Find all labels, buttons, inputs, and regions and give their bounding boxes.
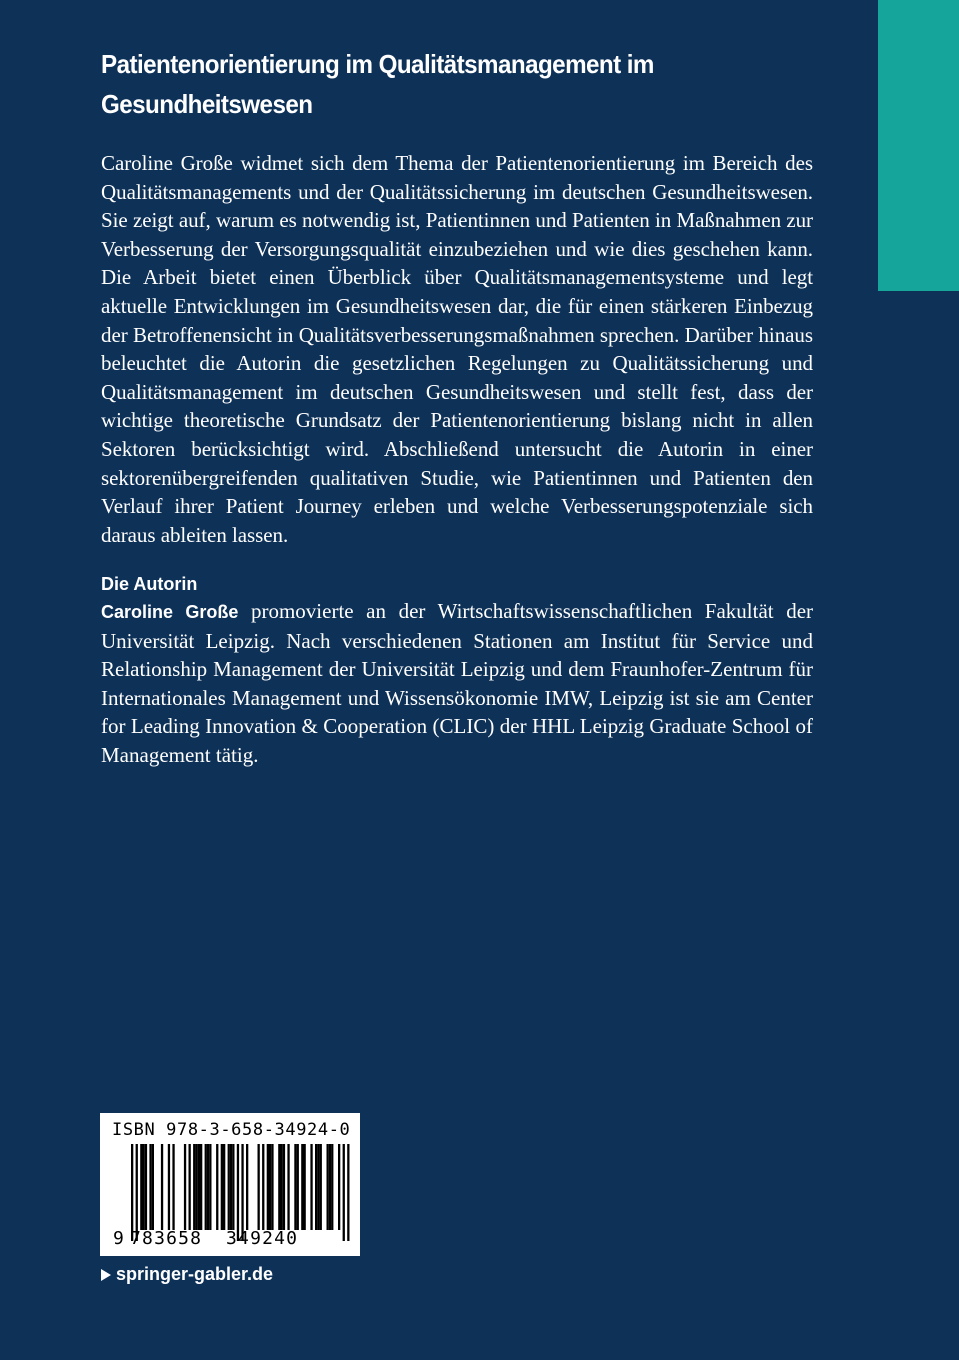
barcode-bar: [294, 1144, 296, 1230]
arrow-right-icon: [101, 1269, 111, 1281]
barcode-bar: [304, 1144, 306, 1230]
barcode-digits: [100, 1227, 360, 1251]
barcode-bar: [271, 1144, 273, 1230]
barcode-bar: [209, 1144, 211, 1230]
barcode-bar: [221, 1144, 223, 1230]
barcode-bar: [216, 1144, 218, 1230]
barcode-bar: [230, 1144, 232, 1230]
barcode-bar: [338, 1144, 340, 1230]
barcode-bar: [232, 1144, 234, 1230]
barcode-bar: [145, 1144, 147, 1230]
barcode-bar: [317, 1144, 319, 1230]
author-name: Caroline Große: [101, 602, 239, 622]
author-bio: [101, 597, 813, 770]
barcode-bar: [152, 1144, 154, 1230]
barcode-bar: [184, 1144, 186, 1230]
barcode-bar: [143, 1144, 145, 1230]
barcode-bar: [287, 1144, 289, 1230]
author-heading: Die Autorin: [101, 574, 198, 594]
barcode-bar: [331, 1144, 333, 1230]
barcode-bar: [195, 1144, 197, 1230]
barcode-digit-group-2: 349240: [226, 1228, 299, 1249]
barcode-bar: [267, 1144, 269, 1230]
book-description: Caroline Große widmet sich dem Thema der Patientenorientierung im Bereich des Qualitätsmanagements und der Qualitätssicherung im deutschen Gesundheitswesen. Sie zeigt auf, warum es notwendig ist, Patientinnen und Patienten in Maßnahmen zur Verbesserung der Versorgungsqualität einzubeziehen und wie dies geschehen kann. Die Arbeit bietet einen Überblick über Qualitätsmanagementsysteme und legt aktuelle Entwicklungen im Gesundheitswesen dar, die für einen stärkeren Einbezug der Betroffenensicht in Qualitätsverbesserungsmaßnahmen sprechen. Darüber hinaus beleuchtet die Autorin die gesetzlichen Regelungen zu Qualitätssicherung und Qualitätsmanagement im deutschen Gesundheitswesen und stellt fest, dass der wichtige theoretische Grundsatz der Patientenorientierung bislang nicht in allen Sektoren berücksichtigt wird. Abschließend untersucht die Autorin in einer sektorenübergreifenden qualitativen Studie, wie Patientinnen und Patienten den Verlauf ihrer Patient Journey erleben und welche Verbesserungspotenziale sich daraus ableiten lassen.: [101, 151, 813, 547]
isbn-label: ISBN 978-3-658-34924-0: [112, 1120, 351, 1140]
barcode-bar: [189, 1144, 191, 1230]
barcode-bar: [205, 1144, 207, 1230]
barcode-digit-first: 9: [113, 1228, 124, 1249]
barcode-bar: [149, 1144, 151, 1230]
barcode-bar: [172, 1144, 174, 1230]
isbn-barcode: [100, 1113, 360, 1256]
barcode-bar: [258, 1144, 260, 1230]
barcode-bar: [168, 1144, 170, 1230]
barcode-digit-group-1: 783658: [130, 1228, 203, 1249]
barcode-bar: [198, 1144, 200, 1230]
barcode-bar: [228, 1144, 230, 1230]
barcode-bar: [278, 1144, 280, 1230]
barcode-bar: [246, 1144, 248, 1230]
barcode-bar: [193, 1144, 195, 1230]
barcode-bar: [262, 1144, 264, 1230]
barcode-bar: [269, 1144, 271, 1230]
barcode-bar: [200, 1144, 202, 1230]
barcode-bar: [223, 1144, 225, 1230]
barcode-bar: [301, 1144, 303, 1230]
barcode-bar: [329, 1144, 331, 1230]
publisher-website[interactable]: [101, 1262, 273, 1286]
book-title: Patientenorientierung im Qualitätsmanagement im Gesundheitswesen: [101, 49, 654, 119]
barcode-bar: [310, 1144, 312, 1230]
barcode-bar: [320, 1144, 322, 1230]
author-bio-text: promovierte an der Wirtschaftswissenschaftlichen Fakultät der Universität Leipzig. Nach verschiedenen Stationen am Institut für Service und Relationship Management der Universität Leipzig und dem Fraunhofer-Zentrum für Internationales Management und Wissensökonomie IMW, Leipzig ist sie am Center for Leading Innovation & Cooperation (CLIC) der HHL Leipzig Graduate School of Management tätig.: [101, 599, 814, 767]
barcode-bar: [283, 1144, 285, 1230]
barcode-bar: [281, 1144, 283, 1230]
barcode-bar: [297, 1144, 299, 1230]
barcode-bar: [207, 1144, 209, 1230]
publisher-website-text: springer-gabler.de: [116, 1264, 274, 1284]
barcode-bar: [140, 1144, 142, 1230]
barcode-bar: [161, 1144, 163, 1230]
barcode-bar: [315, 1144, 317, 1230]
barcode-bar: [327, 1144, 329, 1230]
accent-tab: [878, 0, 959, 291]
